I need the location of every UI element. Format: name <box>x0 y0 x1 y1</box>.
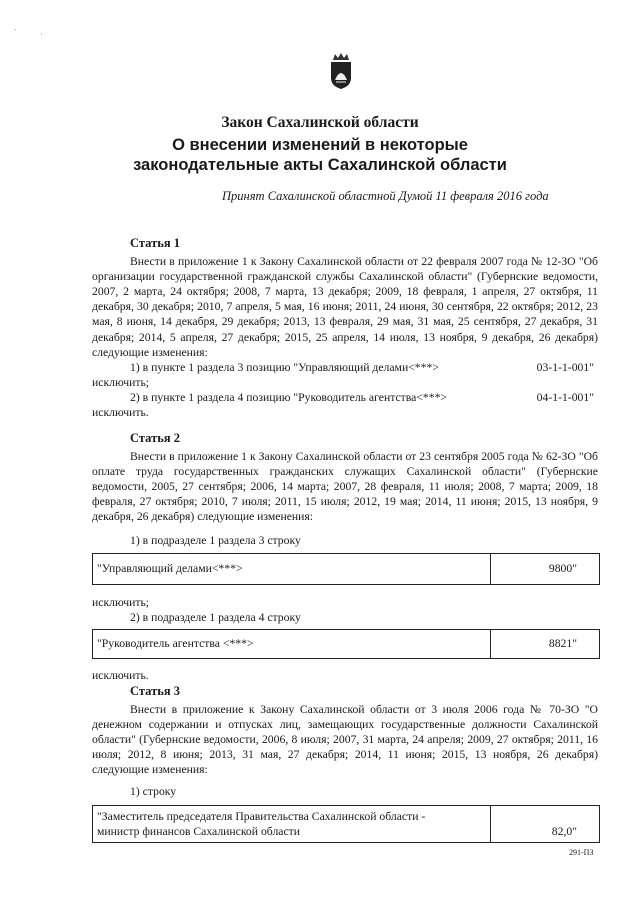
item-action: исключить; <box>92 595 150 609</box>
item-text: 1) в подразделе 1 раздела 3 строку <box>130 533 301 547</box>
row-value: 8821" <box>548 637 577 651</box>
row-name-line: министр финансов Сахалинской области <box>97 824 301 838</box>
article-heading: Статья 1 <box>130 236 180 250</box>
article-1 <box>92 236 598 420</box>
table-row <box>92 629 600 659</box>
article-paragraph: Внести в приложение к Закону Сахалинской области от 3 июля 2006 года № 70-ЗО "О денежном содержании и отпусках лиц, замещающих государственные должности Сахалинской области" (Губернские ведомости, 2006, 8 июля; 2007, 31 марта, 24 апреля; 2009, 27 октября; 2011, 16 июля; 2012, 8 июня; 2013, 31 мая, 27 декабря; 2014, 11 июня; 2015, 13 ноября, 26 декабря) следующие изменения: <box>92 703 598 777</box>
article-paragraph: Внести в приложение 1 к Закону Сахалинской области от 23 сентября 2005 года № 62-ЗО "Об оплате труда государственных гражданских служащих Сахалинской области" (Губернские ведомости, 2005, 27 сентября; 2006, 14 марта; 2007, 28 февраля, 11 июля; 2008, 7 марта; 2009, 18 февраля, 27 октября; 2010, 7 июля; 2011, 15 июля; 2012, 19 мая; 2014, 11 июня; 2015, 13 ноября, 9 декабря, 26 декабря) следующие изменения: <box>92 450 598 524</box>
list-item <box>92 390 598 405</box>
item-action: исключить; <box>92 375 150 389</box>
scan-speck: ` <box>14 28 17 37</box>
list-item <box>92 784 598 799</box>
item-text: 2) в подразделе 1 раздела 4 строку <box>130 610 301 624</box>
law-subtitle-line2: законодательные акты Сахалинской области <box>133 156 507 174</box>
item-action: исключить. <box>92 406 149 420</box>
coat-of-arms-icon <box>329 52 353 90</box>
article-heading: Статья 3 <box>130 684 180 698</box>
row-value: 9800" <box>548 562 577 576</box>
row-name <box>93 806 491 842</box>
document-code: 291-ПЗ <box>569 848 594 857</box>
row-name: "Руководитель агентства <***> <box>93 630 491 658</box>
article-3 <box>92 684 598 843</box>
row-value: 82,0" <box>551 824 577 838</box>
table-row <box>92 553 600 585</box>
article-2 <box>92 431 598 683</box>
item-action: исключить. <box>92 668 149 682</box>
law-title: Закон Сахалинской области <box>221 114 419 131</box>
position-code: 03-1-1-001" <box>536 360 594 374</box>
list-item <box>92 533 598 548</box>
item-text: 1) строку <box>130 784 177 798</box>
article-heading: Статья 2 <box>130 431 180 445</box>
row-name: "Управляющий делами<***> <box>93 554 491 584</box>
law-subtitle-line1: О внесении изменений в некоторые <box>172 136 468 154</box>
row-name-line: "Заместитель председателя Правительства Сахалинской области - <box>97 809 426 823</box>
article-paragraph: Внести в приложение 1 к Закону Сахалинской области от 22 февраля 2007 года № 12-ЗО "Об организации государственной гражданской службы Сахалинской области" (Губернские ведомости, 2007, 2 марта, 24 октября; 2008, 7 марта, 13 декабря; 2009, 18 февраля, 1 апреля, 27 октября, 11 декабря, 30 декабря; 2010, 7 апреля, 5 мая, 16 июня; 2011, 24 июня, 30 сентября, 22 октября; 2012, 23 мая, 8 июня, 14 декабря, 29 декабря; 2013, 13 февраля, 29 мая, 31 мая, 25 сентября, 27 декабря, 31 декабря; 2014, 5 апреля, 27 декабря; 2015, 25 апреля, 14 июля, 13 ноября, 9 декабря, 26 декабря) следующие изменения: <box>92 255 598 359</box>
adoption-note: Принят Сахалинской областной Думой 11 февраля 2016 года <box>222 189 549 203</box>
item-text: 1) в пункте 1 раздела 3 позицию "Управляющий делами<***> <box>130 360 439 374</box>
table-row <box>92 805 600 843</box>
list-item <box>92 610 598 625</box>
scan-speck: · <box>40 30 43 39</box>
position-code: 04-1-1-001" <box>536 390 594 404</box>
item-text: 2) в пункте 1 раздела 4 позицию "Руководитель агентства<***> <box>130 390 448 404</box>
list-item <box>92 360 598 375</box>
